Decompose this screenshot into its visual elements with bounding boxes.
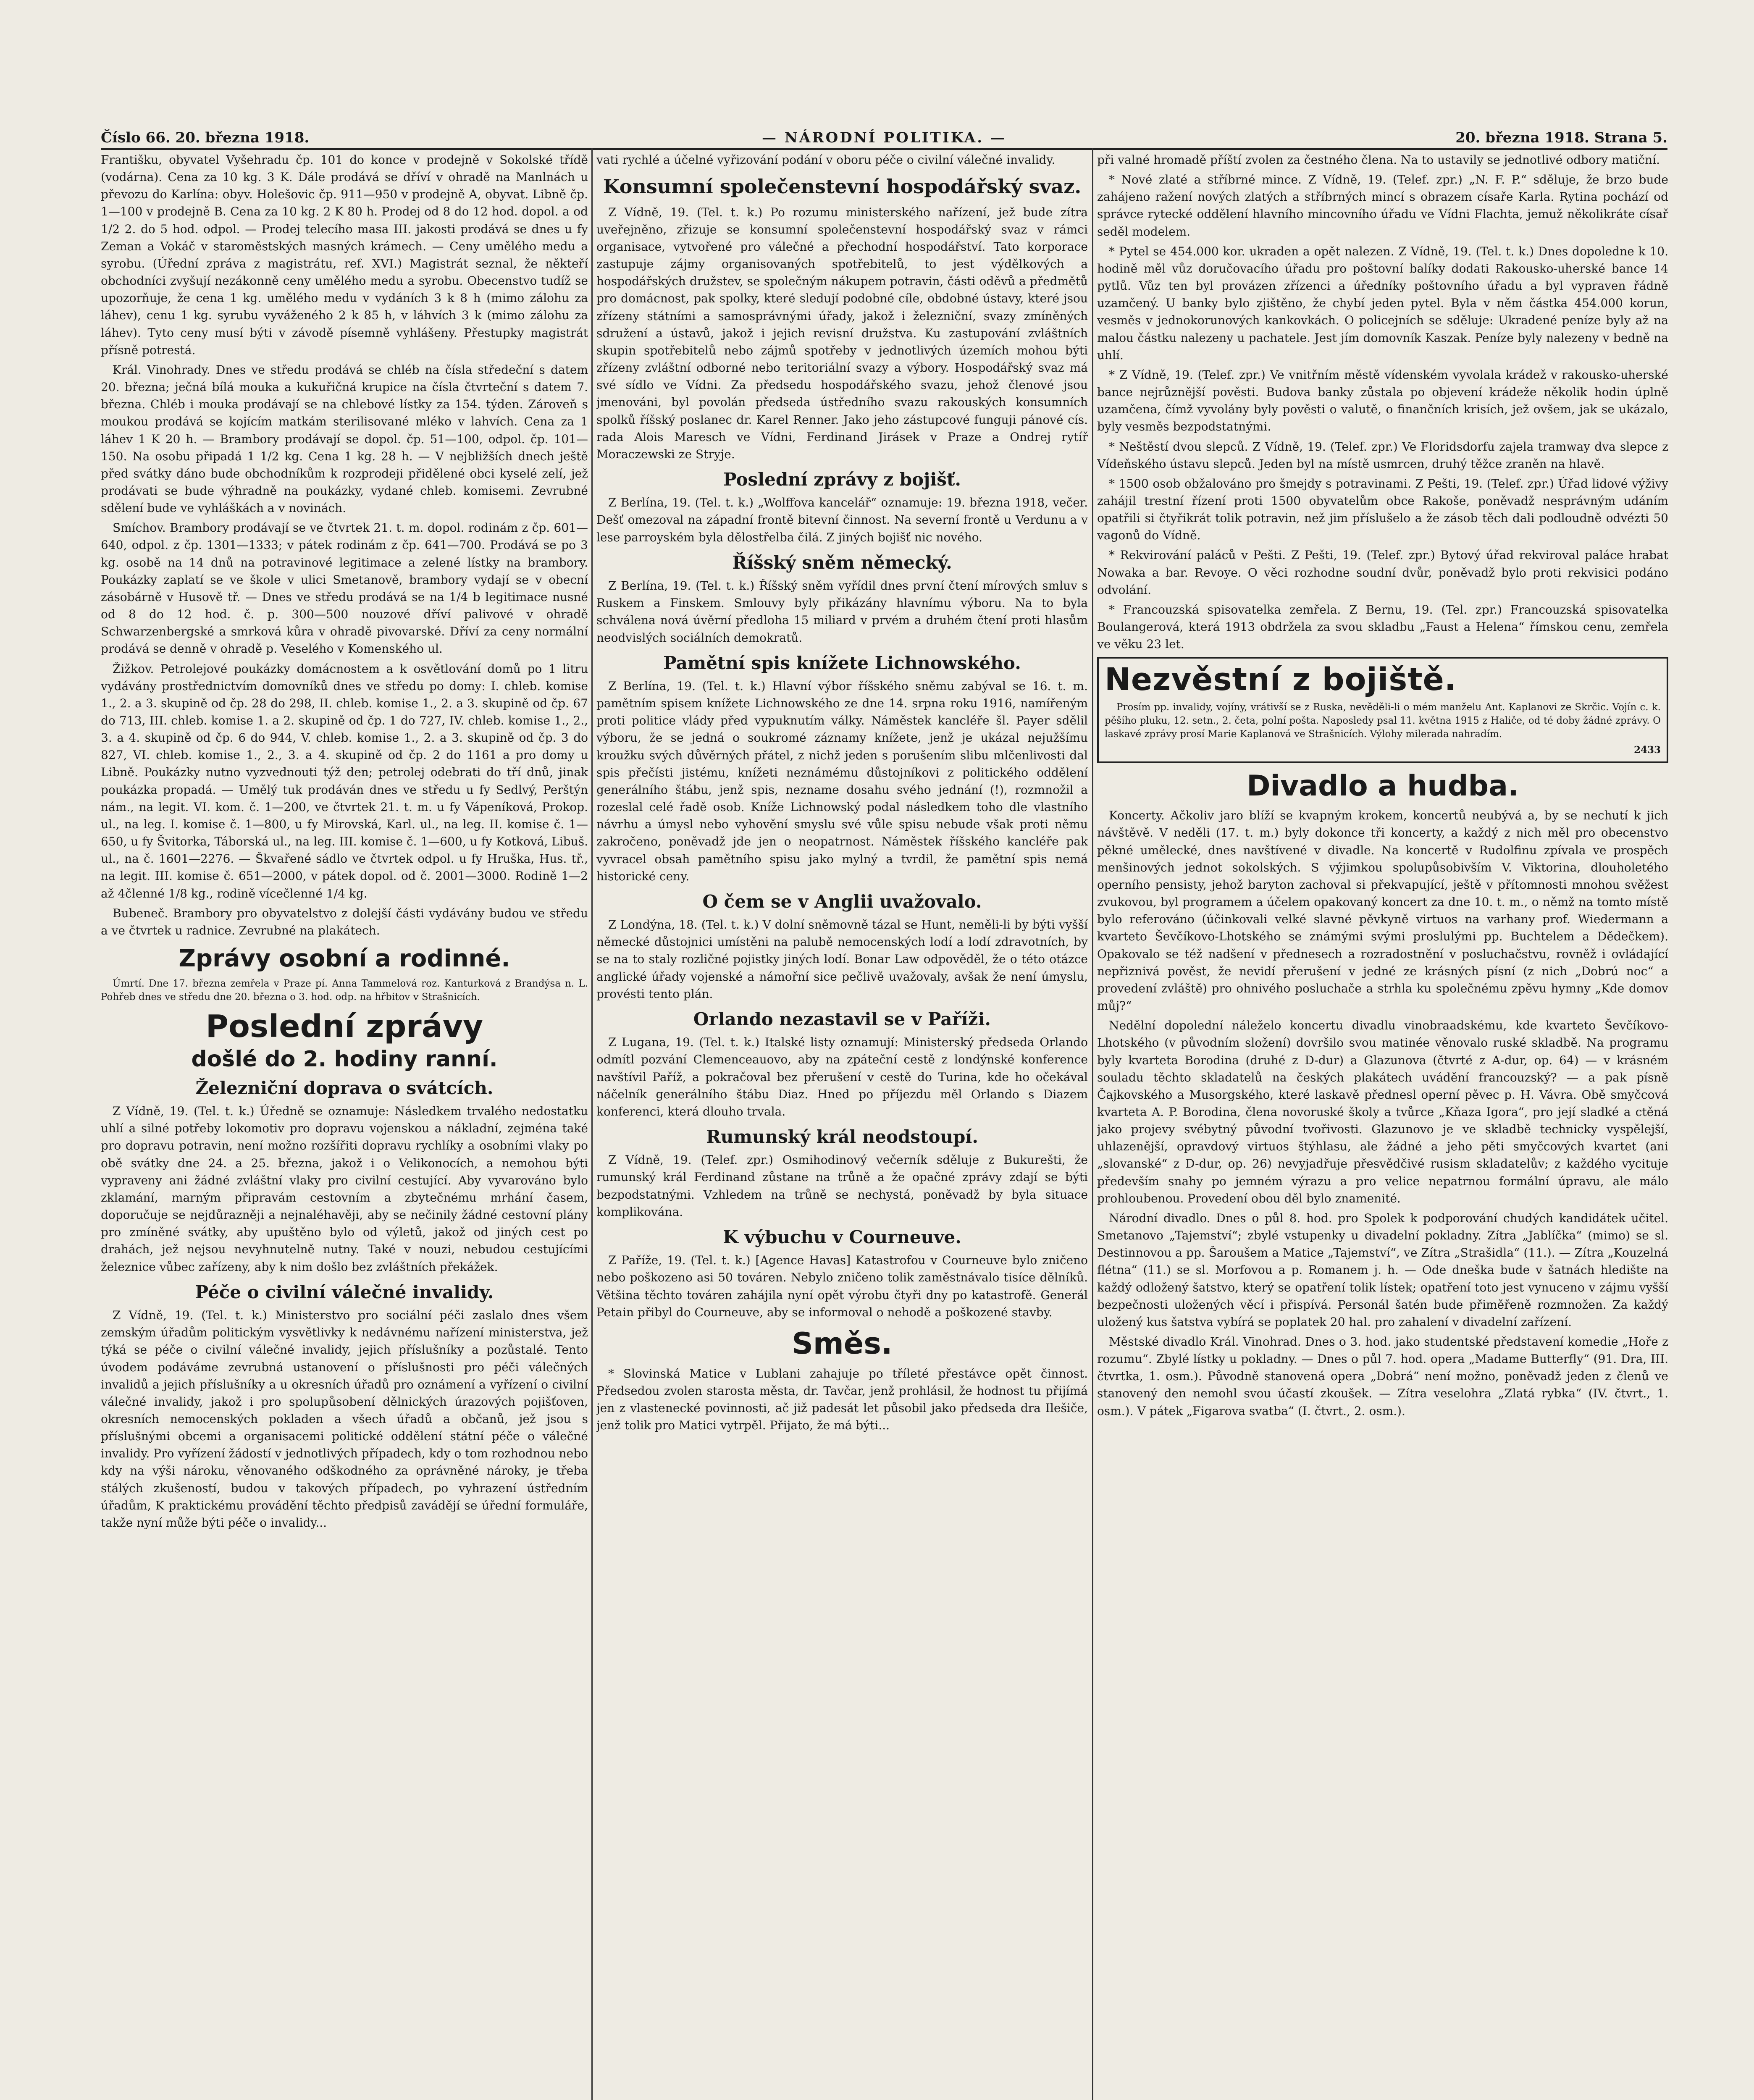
article-text: Z Berlína, 19. (Tel. t. k.) Hlavní výbor říšského sněmu zabýval se 16. t. m. pamětním spisem knížete Lichnowského ze dne 14. srpna roku 1916, namířeným proti politice vlády před vypuknutím války. Náměstek kancléře šl. Payer sdělil výboru, že se jedná o soukromé záznamy knížete, jenž je ukázal nejužšímu kroužku svých důvěrných přátel, z nichž jeden s porušením slibu mlčenlivosti dal spis přečísti jistému, knížeti neznámému důstojníkovi z politického oddělení generálního štábu, jenž spis, nezname dosahu svého jednání (!), rozmnožil a rozeslal celé řadě osob. Kníže Lichnowský podal následkem toho dle vlastního návrhu a úmysl nebo vyhovění smyslu své vůle spisu nebude však proti němu zakročeno, poněvadž jde jen o neopatrnost. Náměstek říšského kancléře pak vyvracel obsah pamětního spisu jako mylný a tvrdil, že pamětní spis nemá historické ceny. [596,679,1088,883]
article-text: * Nové zlaté a stříbrné mince. Z Vídně, 19. (Telef. zpr.) „N. F. P.“ sděluje, že brzo bude zahájeno ražení nových zlatých a stříbrných mincí s obrazem císaře Karla. Rytina pochází od správce rytecké oddělení hlavního mincovního úřadu ve Vídni Flachta, jemuž několikráte císař seděl modelem. [1097,173,1668,239]
issue-info: Číslo 66. 20. března 1918. [101,129,310,146]
article-text: Král. Vinohrady. Dnes ve středu prodává se chléb na čísla středeční s datem 20. března; ječná bílá mouka a kukuřičná krupice na čísla čtvrteční s datem 7. března. Chléb i mouka prodávají se na chlebové lístky za 154. týden. Zároveň s moukou prodává se kojícím matkám sterilisované mléko v lahvích. Cena za 1 láhev 1 K 20 h. — Brambory prodávají se dopol. čp. 51—100, odpol. čp. 101—150. Na osobu připadá 1 1/2 kg. Cena 1 kg. 28 h. — V nejbližších dnech ještě před svátky dáno bude obchodníkům k rozprodeji přidělené obci kyselé zelí, jež prodávati se bude výhradně na poukázky, vydané chleb. komisemi. Zevrubné sdělení bude ve vyhláškách a v novinách. [101,362,588,515]
article-text: Městské divadlo Král. Vinohrad. Dnes o 3. hod. jako studentské představení komedie „Hoře z rozumu“. Zbylé lístky u pokladny. — Dnes o půl 7. hod. opera „Madame Butterfly“ (91. Dra, III. čtvrtka, 1. osm.). Původně stanovená opera „Dobrá“ není možno, poněvadž jeden z členů ve stanovený den nemohl svou účastí zkoušek. — Zítra veselohra „Zlatá rybka“ (IV. čtvrt., 1. osm.). V pátek „Figarova svatba“ (I. čtvrt., 2. osm.). [1097,1335,1668,1418]
article-heading-orlando: Orlando nezastavil se v Paříži. [693,1008,991,1029]
article-heading-reichstag: Říšský sněm německý. [732,552,952,573]
column-divider-1 [591,148,593,2100]
section-heading-theatre: Divadlo a hudba. [1247,769,1519,803]
column-1 [101,151,588,2100]
article-heading-england: O čem se v Anglii uvažovalo. [702,891,982,912]
article-text: Z Berlína, 19. (Tel. t. k.) „Wolffova kancelář“ oznamuje: 19. března 1918, večer. Dešť omezoval na západní frontě bitevní činnost. Na severní frontě u Verdunu a v lese parroyském byla dělostřelba čilá. Z jiných bojišť nic nového. [596,496,1088,544]
page-info: 20. března 1918. Strana 5. [1455,129,1667,146]
article-text: * 1500 osob obžalováno pro šmejdy s potravinami. Z Pešti, 19. (Telef. zpr.) Úřad lidové výživy zahájil trestní řízení proti 1500 obyvatelům obce Rakoše, poněvadž nesprávným udáním opatřili si čtyřikrát tolik potravin, než jim příslušelo a že zásob těch dali podloudně odvézti 50 vagonů do Vídně. [1097,476,1668,543]
article-text: Žižkov. Petrolejové poukázky domácnostem a k osvětlování domů po 1 litru vydávány prostřednictvím domovníků dnes ve středu po domy: I. chleb. komise 1., 2. a 3. skupině od čp. 28 do 298, II. chleb. komise 1., 2. a 3. skupině od čp. 67 do 713, III. chleb. komise 1. a 2. skupině od čp. 1 do 727, IV. chleb. komise 1., 2., 3. a 4. skupině od čp. 6 do 944, V. chleb. komise 1., 2. a 3. skupině od čp. 3 do 827, VI. chleb. komise 1., 2., 3. a 4. skupině od čp. 2 do 1161 a pro domy u Libně. Poukázky nutno vyzvednouti týž den; petrolej odebrati do tří dnů, jinak poukázka propadá. — Umělý tuk prodáván dnes ve středu u fy Sedlvý, Perštýn nám., na legit. VI. kom. č. 1—200, ve čtvrtek 21. t. m. u fy Vápeníková, Prokop. ul., na leg. I. komise č. 1—800, u fy Mirovská, Karl. ul., na leg. II. komise č. 1—650, u fy Švitorka, Táborská ul., na leg. III. komise č. 1—600, u fy Kotková, Libuš. ul., na č. 1601—2276. — Škvařené sádlo ve čtvrtek odpol. u fy Hruška, Hus. tř., na legit. III. komise č. 651—2000, v pátek dopol. od č. 2001—3000. Rodině 1—2 až 4členné 1/8 kg., rodině vícečlenné 1/4 kg. [101,662,588,900]
missing-persons-box [1097,657,1668,763]
ad-number: 2433 [1633,744,1661,756]
article-text: * Z Vídně, 19. (Telef. zpr.) Ve vnitřním městě vídenském vyvolala krádež v rakousko-uherské bance nejrůznější pověsti. Budova banky zůstala po objevení krádeže několik hodin úplně uzamčena, čímž vyvolány byly pověsti o valutě, o finančních krisích, jež ovšem, jak se ukázalo, byly vesměs bezpodstatnými. [1097,368,1668,434]
article-text: Koncerty. Ačkoliv jaro blíží se kvapným krokem, koncertů neubývá a, by se nechutí k jich návštěvě. V neděli (17. t. m.) byly dokonce tři koncerty, a každý z nich měl pro obecenstvo pěkné umělecké, dnes navštívené v divadle. Na koncertě v Rudolfinu zpívala ve prospěch menšinových jednot sokolských. S výjimkou spolupůsobivším V. Viktorina, dlouholetého operního pensisty, jehož baryton zachoval si překvapující, ještě v přítomnosti mnohou svěžest zvukovou, byl programem a účelem opakovaný koncert za dne 10. t. m., o němž na tomto místě bylo referováno (účinkovali velké slavné pěvkyně virtuos na varhany prof. Wiedermann a kvarteto Ševčíkovo-Lhotského se známými svými proslulými pp. Buchtelem a Dědečkem). Opakovalo se též nadšení v přednesech a rozradostnění v posluchačstvu, rovněž i ovládající nepřiznivá pověst, že nevidí přerušení v jedné ze krásných písní (z nich „Dobrú noc“ a provedení zvláště) pro ohnivého posluchače a strhla ku společnému zpěvu hymny „Kde domov můj?“ [1097,808,1668,1013]
article-text: Františku, obyvatel Vyšehradu čp. 101 do konce v prodejně v Sokolské třídě (vodárna). Cena za 10 kg. 3 K. Dále prodává se dříví v ohradě na Manlnách u převozu do Karlína: obyv. Holešovic čp. 911—950 v prodejně A, obyvat. Libně čp. 1—100 v prodejně B. Cena za 10 kg. 2 K 80 h. Prodej od 8 do 12 hod. dopol. a od 1/2 2. do 5 hod. odpol. — Prodej telecího masa III. jakosti prodává se dnes u fy Zeman a Vokáč v staroměstských masných krámech. — Ceny umělého medu a syrobu. (Úřední zpráva z magistrátu, ref. XVI.) Magistrát seznal, že někteří obchodníci zvyšují nezákonně ceny umělého medu a syrobu. Obecenstvo tudíž se upozorňuje, že cena 1 kg. umělého medu v vydáních 3 k 8 h (mimo zálohu za láhev), cenu 1 kg. syrubu vyváženého 2 k 85 h, v láhvích 3 k (mimo zálohu za láhev). Tyto ceny musí býti v závodě písemně vyhlášeny. Přestupky magistrát přísně potrestá. [101,153,588,357]
section-subheading-last-news: došlé do 2. hodiny ranní. [191,1046,498,1072]
column-3 [1097,151,1668,2100]
article-heading-lichnowsky: Pamětní spis knížete Lichnowského. [663,652,1021,673]
article-text: Z Londýna, 18. (Tel. t. k.) V dolní sněmovně tázal se Hunt, neměli-li by býti vyšší německé důstojnici umístěni na palubě nemocenských lodí a lodí zdravotních, by se na to staly rozličné pojistky jiných lodí. Bonar Law odpověděl, že o této otázce anglické úřady vojenské a námořní sice pečlivě uvažovaly, avšak že není úmyslu, provésti tento plán. [596,918,1088,1001]
article-text: * Slovinská Matice v Lublani zahajuje po tříleté přestávce opět činnost. Předsedou zvolen starosta města, dr. Tavčar, jenž prohlásil, že hodnost tu přijímá jen z vlastenecké povinnosti, ač již padesát let působil jako předseda dra Ilešiče, jenž tolik pro Matici vytrpěl. Přijato, že má býti... [596,1366,1088,1433]
article-text: * Pytel se 454.000 kor. ukraden a opět nalezen. Z Vídně, 19. (Tel. t. k.) Dnes dopoledne k 10. hodině měl vůz doručovacího úřadu pro poštovní balíky dodati Rakousko-uherské bance 14 pytlů. Vůz ten byl provázen zřízenci a úředníky poštovního úřadu a byl vypraven řádně uzamčený. U banky bylo zjištěno, že chybí jeden pytel. Byla v něm částka 454.000 korun, vesměs v jednokorunových kankovkách. O policejních se sděluje: Ukradené peníze byly až na malou částku nalezeny u pachatele. Jest jím domovník Kaszak. Peníze byly nalezeny v bedně na uhlí. [1097,244,1668,362]
article-text: Z Vídně, 19. (Tel. t. k.) Úředně se oznamuje: Následkem trvalého nedostatku uhlí a silné potřeby lokomotiv pro dopravu vojenskou a nákladní, zejména také pro dopravu potravin, není možno rozšířiti dopravu rychlíky a osobními vlaky po obě svátky dne 24. a 25. března, jakož i o Velikonocích, a nemohou býti vypraveny ani žádné zvláštní vlaky pro civilní cestující. Aby vyvarováno bylo zklamání, marným připravám cestovním a zbytečnému mrhání časem, doporučuje se nejdůrazněji a nejnaléhavěji, aby se nečinily žádné cestovní plány pro zmíněné svátky, aby upuštěno bylo od výletů, jakož od jiných cest po drahách, jež nejsou nevyhnutelně nutny. Také v nouzi, nebudou cestujícími železnice vůbec zařízeny, aby k nim došlo bez zvláštních překážek. [101,1104,588,1274]
article-text: Z Berlína, 19. (Tel. t. k.) Říšský sněm vyřídil dnes první čtení mírových smluv s Ruskem a Finskem. Smlouvy byly přikázány hlavnímu výboru. Na to byla schválena nová úvěrní předloha 15 miliard v prvém a druhém čtení proti hlasům neodvislých sociálních demokratů. [596,579,1088,645]
article-heading-rail: Železniční doprava o svátcích. [195,1077,494,1098]
section-heading-miscellany: Směs. [792,1326,893,1361]
obituary-text: Úmrtí. Dne 17. března zemřela v Praze pí. Anna Tammelová roz. Kanturková z Brandýsa n. L. Pohřeb dnes ve středu dne 20. března o 3. hod. odp. na hřbitov v Strašnicích. [101,978,588,1003]
article-text: Z Vídně, 19. (Tel. t. k.) Po rozumu ministerského nařízení, jež bude zítra uveřejněno, zřizuje se konsumní společenstevní hospodářský svaz v rámci organisace, vytvořené pro válečné a přechodní hospodářství. Tato korporace zastupuje zájmy organisovaných spotřebitelů, to jest výdělkových a hospodářských družstev, se společným nákupem potravin, části oděvů a předmětů pro domácnost, pak spolky, které sledují podobné cíle, obdobné ústavy, které jsou zřízeny státními a samosprávnými úřady, jakož i železniční, svazy zmíněných sdružení a ústavů, jakož i jejich revisní družstva. Ku zastupování zvláštních skupin spotřebitelů nebo zájmů spotřeby v jednotlivých územích mohou býti zřízeny zvláštní odborné nebo teritoriální svazy a výbory. Hospodářský svaz má své sídlo ve Vídni. Za předsedu hospodářského svazu, jehož členové jsou jmenováni, byl povolán předseda ústředního svazu rakouských konsumních spolků říšský poslanec dr. Karel Renner. Jako jeho zástupcové funguji pánové cís. rada Alois Maresch ve Vídni, Ferdinand Jirásek v Praze a Ondrej rytíř Moraczewski ze Stryje. [596,205,1088,461]
article-text: při valné hromadě příští zvolen za čestného člena. Na to ustavily se jednotlivé odbory matiční. [1097,153,1660,167]
article-text: * Francouzská spisovatelka zemřela. Z Bernu, 19. (Tel. zpr.) Francouzská spisovatelka Boulangerová, která 1913 obdržela za svou skladbu „Faust a Helena“ římskou cenu, zemřela ve věku 23 let. [1097,602,1668,651]
article-text: vati rychlé a účelné vyřizování podání v oboru péče o civilní válečné invalidy. [596,153,1056,167]
article-text: Národní divadlo. Dnes o půl 8. hod. pro Spolek k podporování chudých kandidátek učitel. Smetanovo „Tajemství“; zbylé vstupenky u divadelní pokladny. Zítra „Jablíčka“ (mimo) se sl. Destinnovou a pp. Šaroušem a Matice „Tajemství“, ve Zítra „Strašidla“ (11.). — Zítra „Kouzelná flétna“ (11.) se sl. Morfovou a p. Romanem j. h. — Ode dneška bude v šatnách hledište na každý odložený šatstvo, který se opatření tolik lístek; opatření toto jest vynuceno v zájmu vyšší bezpečnosti uložených věcí i přispívá. Personál šatén bude přiměřeně rozmnožen. Za každý uložený kus šatstva vybírá se poplatek 20 hal. pro zahalení v divadelní zařízení. [1097,1211,1668,1329]
article-text: Z Vídně, 19. (Tel. t. k.) Ministerstvo pro sociální péči zaslalo dnes všem zemským úřadům politickým vysvětlivky k nedávnému nařízení ministerstva, jež týká se péče o civilní válečné invalidy, jejich příslušníky a pozůstalé. Tento úvodem podáváme zevrubná ustanovení o příslušnosti pro péči válečných invalidů a jejich příslušníky a u okresních úřadů pro oznámení a vyřízení o civilní válečné invalidy, jakož i pro spolupůsobení dělnických úrazových pojišťoven, okresních nemocenských pokladen a všech úřadů a občanů, jež jsou s příslušnými obcemi a organisacemi politické oddělení státní péče o válečné invalidy. Pro vyřízení žádostí v jednotlivých případech, kdy o tom rozhodnou nebo kdy na výši nároku, věnovaného odškodného za oprávněné nároky, je třeba stálých zkušeností, budou v takových případech, po vyhrazení ústředním úřadům, K praktickému provádění těchto předpisů zavádějí se úřední formuláře, takže nyní může býti péče o invalidy... [101,1308,588,1530]
article-heading-courneuve: K výbuchu v Courneuve. [723,1226,961,1247]
article-heading-consum: Konsumní společenstevní hospodářský svaz. [603,175,1082,198]
article-text: Smíchov. Brambory prodávají se ve čtvrtek 21. t. m. dopol. rodinám z čp. 601—640, odpol. z čp. 1301—1333; v pátek rodinám z čp. 641—700. Prodává se po 3 kg. osobě na 14 dnů na potravinové legitimace a zelené lístky na brambory. Poukázky zaplatí se ve škole v ulici Smetanově, brambory vydají se v obecní zásobárně v Husově tř. — Dnes ve středu prodává se na 1/4 b legitimace nusné od 8 do 12 hod. č. p. 300—500 nouzové dříví palivové v ohradě Schwarzenbergské a smrková kůra v ohradě pivovarské. Dříví za ceny normální prodává se denně v ohradě p. Veselého v Komenského ul. [101,521,588,656]
article-text: * Neštěstí dvou slepců. Z Vídně, 19. (Telef. zpr.) Ve Floridsdorfu zajela tramway dva slepce z Vídeňského ústavu slepců. Jeden byl na místě usmrcen, druhý těžce zraněn na hlavě. [1097,439,1668,471]
article-text: * Rekvirování paláců v Pešti. Z Pešti, 19. (Telef. zpr.) Bytový úřad rekviroval paláce hrabat Nowaka a bar. Revoye. O věci rozhodne soudní dvůr, poněvadž bylo proti rekvisici podáno odvolání. [1097,548,1668,597]
article-heading-invalids: Péče o civilní válečné invalidy. [195,1281,494,1302]
masthead: — NÁRODNÍ POLITIKA. — [762,129,1006,146]
article-text: Z Vídně, 19. (Telef. zpr.) Osmihodinový večerník sděluje z Bukurešti, že rumunský král Ferdinand zůstane na trůně a že opačné zprávy zdají se býti bezpodstatnými. Vzhledem na trůně se nechystá, poněvadž by byla situace komplikována. [596,1153,1088,1219]
article-text: Bubeneč. Brambory pro obyvatelstvo z dolejší části vydávány budou ve středu a ve čtvrtek u radnice. Zevrubné na plakátech. [101,906,588,937]
section-heading-last-news: Poslední zprávy [205,1008,483,1045]
header-rule [101,148,1667,150]
missing-persons-text: Prosím pp. invalidy, vojíny, vrátivší se z Ruska, nevěděli-li o mém manželu Ant. Kaplanovi ze Skrčic. Vojín c. k. pěšího pluku, 12. setn., 2. četa, polní pošta. Naposledy psal 11. května 1915 z Haliče, od té doby žádné zprávy. O laskavé zprávy prosí Marie Kaplanová ve Strašnicích. Výlohy milerada nahradím. [1105,701,1661,740]
article-heading-front: Poslední zprávy z bojišť. [723,469,961,490]
section-heading-personal: Zprávy osobní a rodinné. [179,945,510,973]
article-text: Nedělní dopolední náleželo koncertu divadlu vinobraadskému, kde kvarteto Ševčíkovo-Lhotského (v původním složení) dovršilo svou matinée věnovalo ruské skladbě. Na programu byly kvarteta Borodina (druhé z D-dur) a Glazunova (čtvrté z A-dur, op. 64) — v krásném souladu těchto skladatelů na českých plakátech uvádění francouzský? — a pak písně Čajkovského a Musorgského, které laskavě přednesl operní pěvec p. H. Vávra. Obě smyčcová kvarteta A. P. Borodina, člena novoruské školy a tvůrce „Kňaza Igora“, pro její sladké a ctěná jako projevy svébytný původní tvořivosti. Glazunovo je ve skladbě technicky vyspělejší, uhlazenější, opravdový virtuos štýhlasu, ale žádné a jeho pěti smyčcových kvartet (ani „slovanské“ z D-dur, op. 26) nevyjadřuje přesvědčivé rusism skladatelův; z každého vycituje především snahy po jemném výrazu a pro velice nepatrnou formální úpravu, ale málo prohloubenou. Provedení obou děl bylo znamenité. [1097,1018,1668,1205]
article-heading-romania: Rumunský král neodstoupí. [706,1126,978,1147]
article-text: Z Paříže, 19. (Tel. t. k.) [Agence Havas] Katastrofou v Courneuve bylo zničeno nebo poškozeno asi 50 továren. Nebylo zničeno tolik zaměstnávalo tisíce dělníků. Většina těchto továren zahájila nyní opět výrobu čtyři dny po katastrofě. Generál Petain přibyl do Courneuve, aby se informoval o nehodě a poškozené stavby. [596,1253,1088,1319]
column-2 [596,151,1088,2100]
article-text: Z Lugana, 19. (Tel. t. k.) Italské listy oznamují: Ministerský předseda Orlando odmítl pozvání Clemenceauovo, aby na zpáteční cestě z londýnské konference navštívil Paříž, a pokračoval bez přerušení v cestě do Turina, kde ho očekával náčelník generálního štábu Diaz. Hned po příjezdu měl Orlando s Diazem konferenci, která dlouho trvala. [596,1035,1088,1118]
missing-persons-heading: Nezvěstní z bojiště. [1105,662,1457,698]
column-divider-2 [1092,148,1093,2100]
